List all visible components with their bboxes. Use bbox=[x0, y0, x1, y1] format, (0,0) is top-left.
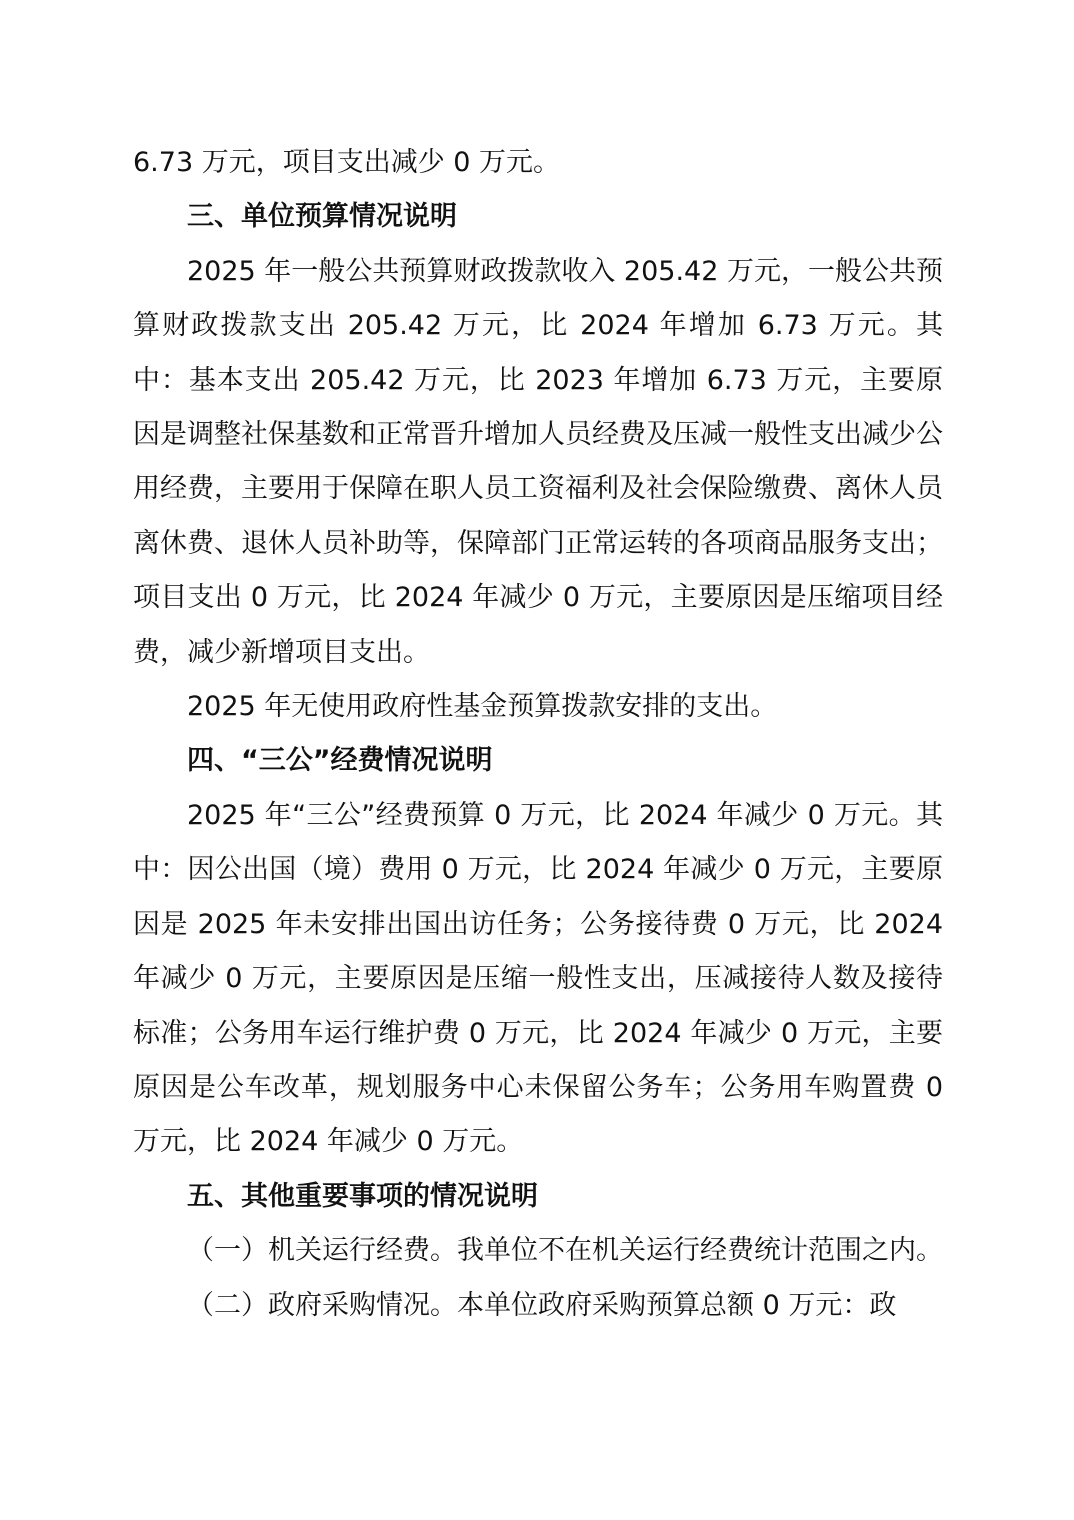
paragraph-procurement: （二）政府采购情况。本单位政府采购预算总额 0 万元：政 bbox=[187, 1289, 897, 1321]
paragraph-unit-budget: 2025 年一般公共预算财政拨款收入 205.42 万元，一般公共预算财政拨款支出 205.42 万元，比 2024 年增加 6.73 万元。其中：基本支出 205.42 万元，比 2023 年增加 6.73 万元，主要原因是调整社保基数和正常晋升增加人员经费及压减一般性支出减少公用经费，主要用于保障在职人员工资福利及社会保险缴费、离休人员离休费、退休人员补助等，保障部门正常运转的各项商品服务支出；项目支出 0 万元，比 2024 年减少 0 万元，主要原因是压缩项目经费，减少新增项目支出。 bbox=[133, 255, 943, 668]
paragraph-three-public: 2025 年“三公”经费预算 0 万元，比 2024 年减少 0 万元。其中：因公出国（境）费用 0 万元，比 2024 年减少 0 万元，主要原因是 2025 年未安排出国出访任务；公务接待费 0 万元，比 2024 年减少 0 万元，主要原因是压缩一般性支出，压减接待人数及接待标准；公务用车运行维护费 0 万元，比 2024 年减少 0 万元，主要原因是公车改革，规划服务中心未保留公务车；公务用车购置费 0 万元，比 2024 年减少 0 万元。 bbox=[133, 799, 943, 1158]
paragraph-fund-budget: 2025 年无使用政府性基金预算拨款安排的支出。 bbox=[187, 691, 778, 723]
section-heading-other-matters: 五、其他重要事项的情况说明 bbox=[187, 1180, 538, 1212]
section-heading-three-public: 四、“三公”经费情况说明 bbox=[187, 745, 493, 777]
paragraph-operating-expenses: （一）机关运行经费。我单位不在机关运行经费统计范围之内。 bbox=[187, 1235, 943, 1267]
document-body bbox=[133, 136, 943, 1333]
paragraph-continued: 6.73 万元，项目支出减少 0 万元。 bbox=[133, 147, 561, 178]
section-heading-unit-budget: 三、单位预算情况说明 bbox=[187, 201, 457, 233]
